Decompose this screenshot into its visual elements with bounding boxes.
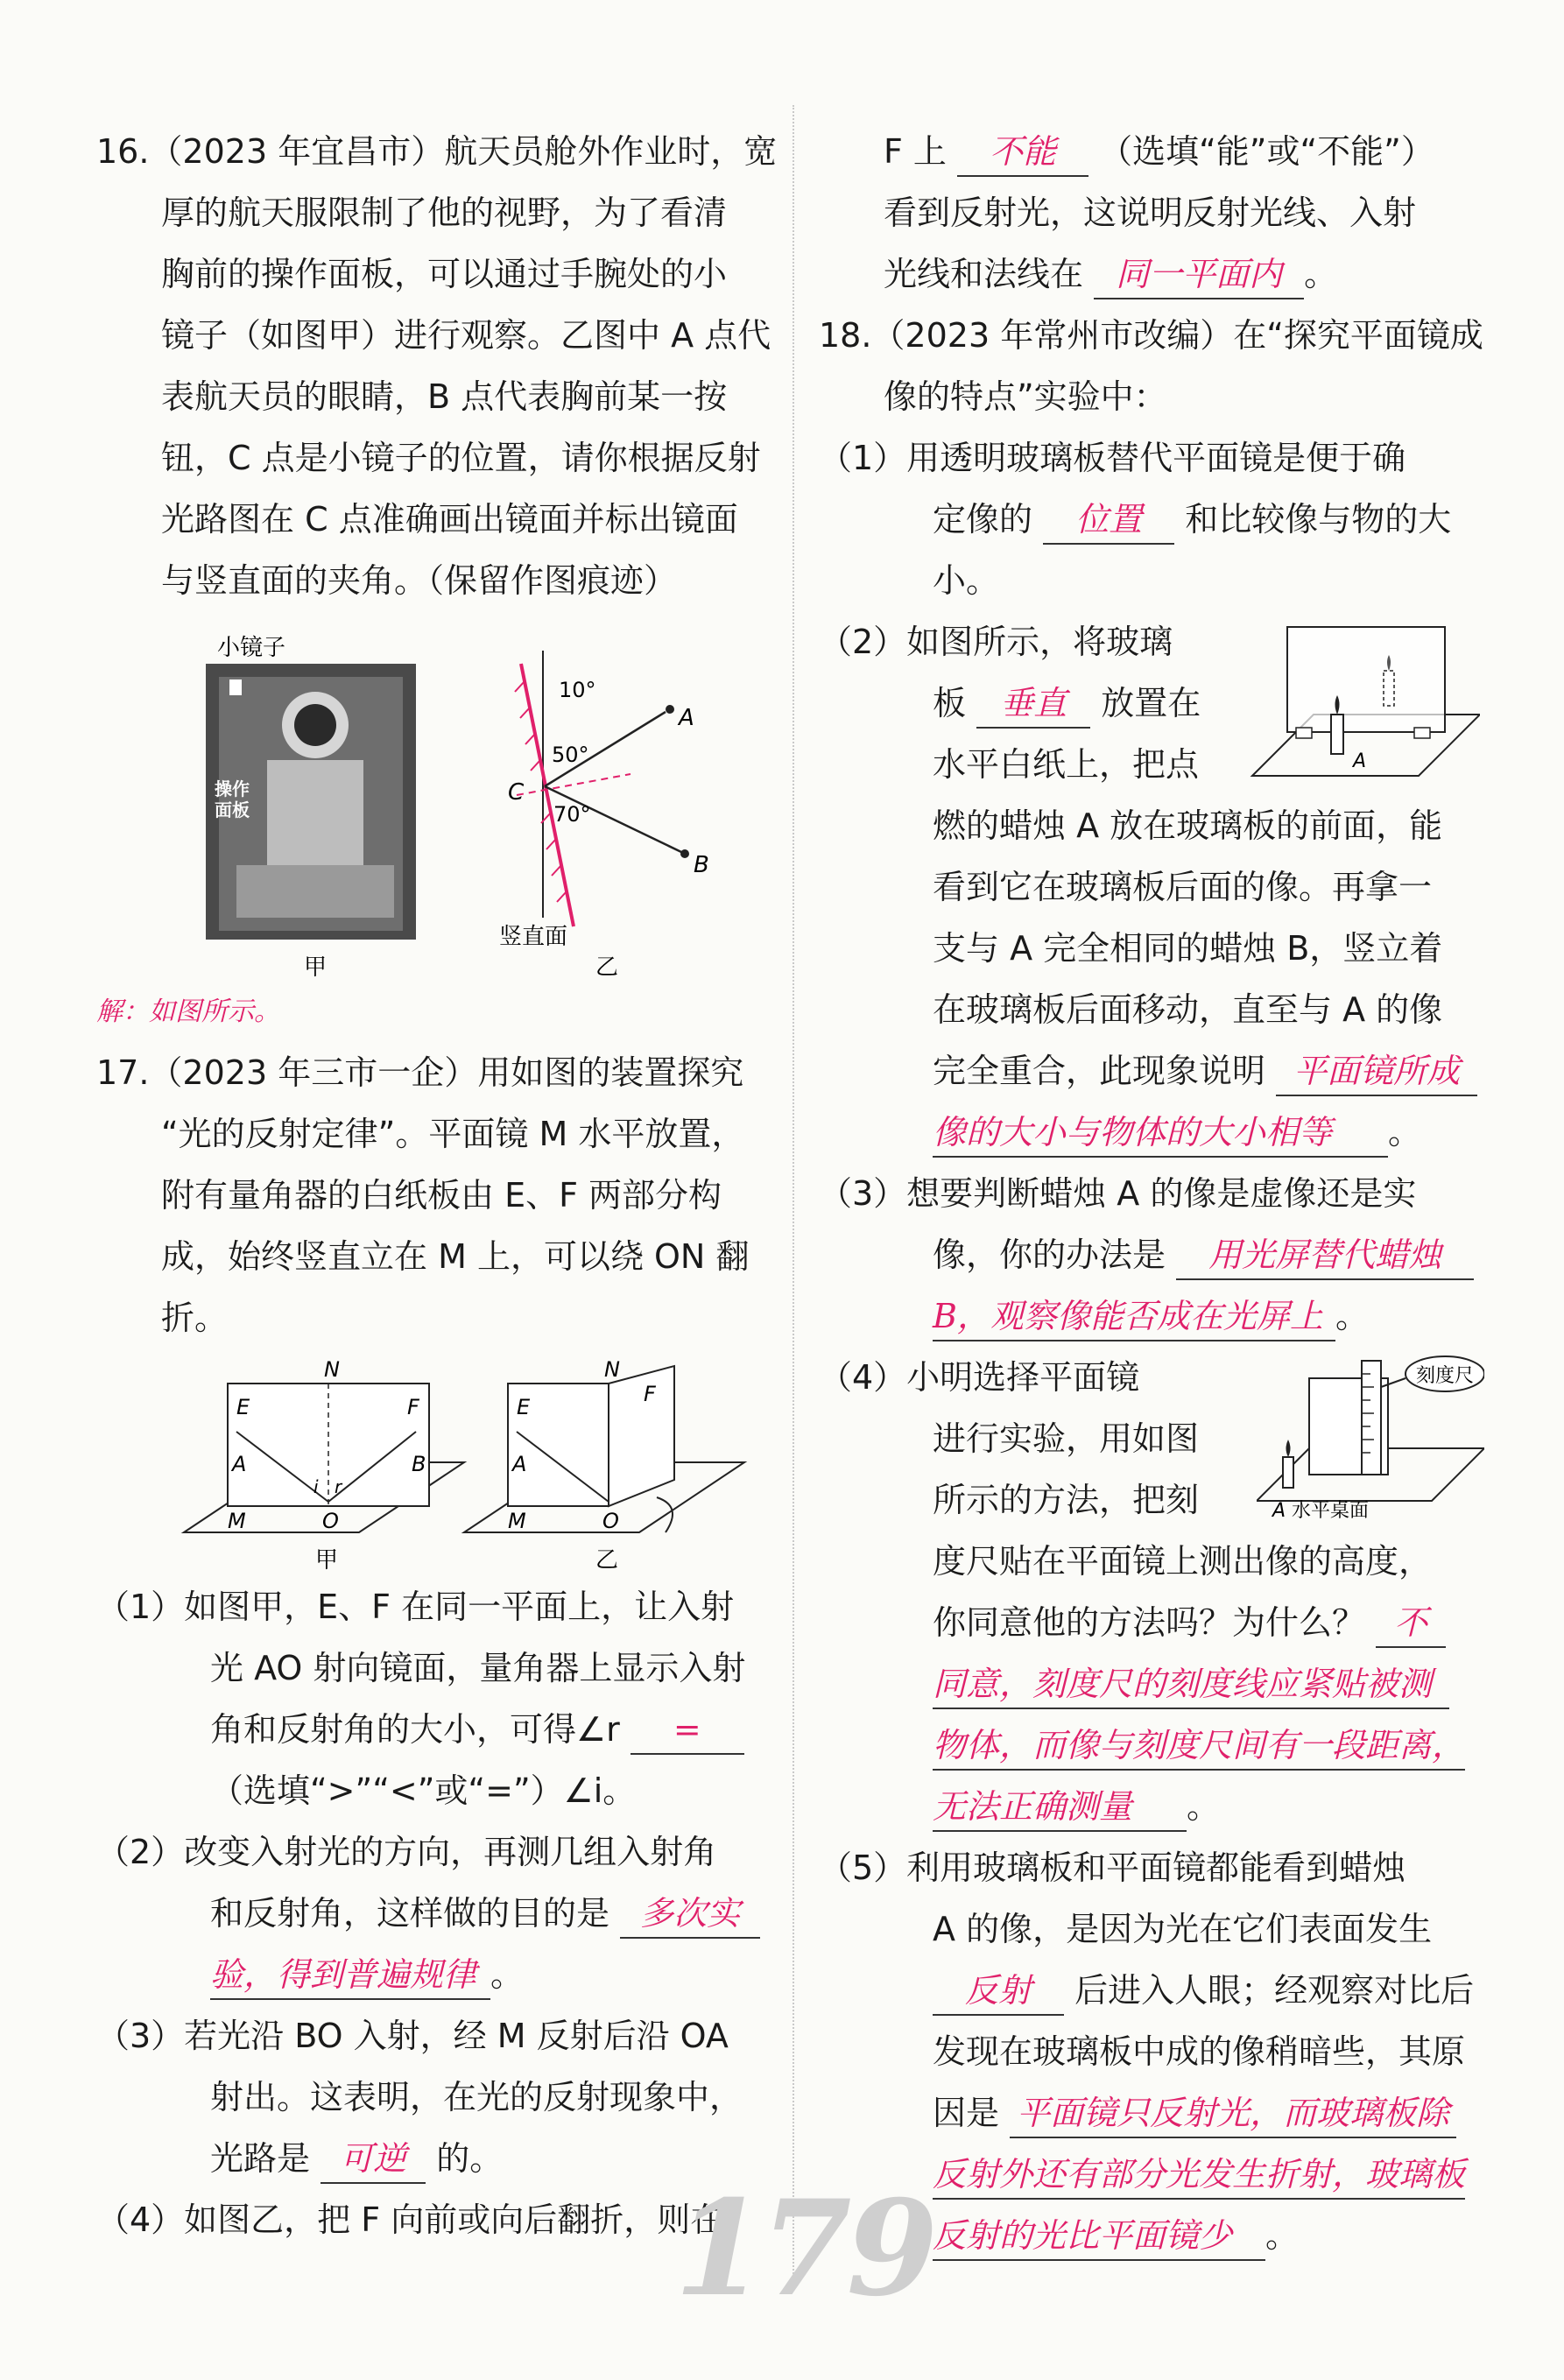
q16-figure bbox=[96, 611, 771, 988]
q18-line: 像的特点”实验中： bbox=[884, 377, 1167, 416]
question-17 bbox=[96, 1042, 771, 2250]
q18-p3-answer-1: 用光屏替代蜡烛 bbox=[1176, 1231, 1474, 1280]
q18-p5-end: 。 bbox=[1265, 2216, 1300, 2255]
caption-b: 乙 bbox=[595, 1547, 619, 1574]
candle-image bbox=[1384, 671, 1394, 706]
q18-p5-line bbox=[819, 1960, 1484, 2021]
q18-p5-line: （5）利用玻璃板和平面镜都能看到蜡烛 bbox=[819, 1848, 1406, 1887]
label-o-a: O bbox=[322, 1509, 339, 1533]
q18-p5-answer-2a: 平面镜只反射光，而玻璃板除 bbox=[1010, 2089, 1456, 2138]
q18-p2-text-b: 放置在 bbox=[1101, 684, 1201, 722]
q18-p4-line bbox=[819, 1653, 1484, 1715]
q17-p4-text: 光线和法线在 bbox=[884, 255, 1084, 293]
q18-p1-text-b: 和比较像与物的大 bbox=[1185, 500, 1452, 539]
angle-10: 10° bbox=[559, 678, 596, 702]
left-column bbox=[96, 121, 778, 2250]
q18-p2-line bbox=[819, 1040, 1484, 1102]
q18-p1-answer: 位置 bbox=[1043, 496, 1174, 545]
q17-line: 折。 bbox=[161, 1299, 229, 1337]
q17-p4-line: （4）如图乙，把 F 向前或向后翻折，则在 bbox=[96, 2200, 724, 2239]
label-e-a: E bbox=[236, 1395, 250, 1419]
label-o-b: O bbox=[602, 1509, 619, 1533]
q18-p1-text: 定像的 bbox=[933, 500, 1033, 539]
q18-p3-answer-2: B，观察像能否成在光屏上 bbox=[933, 1292, 1335, 1341]
q17-p4-line bbox=[819, 243, 1484, 305]
q18-p5-line bbox=[819, 2082, 1484, 2144]
q18-p2-answer-2b: 像的大小与物体的大小相等 bbox=[933, 1109, 1388, 1158]
q17-p2-end: 。 bbox=[490, 1955, 525, 1994]
q17-p1-line: （选填“>”“<”或“=”）∠i。 bbox=[210, 1771, 637, 1810]
q18-p4-line bbox=[819, 1776, 1484, 1837]
q17-p4-end: 。 bbox=[1304, 255, 1338, 293]
q17-p1-line bbox=[96, 1699, 771, 1760]
q18-p3-end: 。 bbox=[1335, 1297, 1370, 1335]
ruler-figure bbox=[1257, 1352, 1484, 1527]
stand-right bbox=[1414, 728, 1430, 738]
normal-line bbox=[517, 774, 631, 795]
q18-line: 18.（2023 年常州市改编）在“探究平面镜成 bbox=[819, 316, 1483, 355]
q18-p5-text: 因是 bbox=[933, 2094, 1000, 2132]
q17-p3-text: 光路是 bbox=[210, 2139, 311, 2178]
q18-p3-line bbox=[819, 1224, 1484, 1285]
right-column bbox=[819, 121, 1484, 2266]
candle-flame-4 bbox=[1286, 1440, 1291, 1457]
q17-p1-answer: = bbox=[631, 1706, 744, 1755]
board-f-folded bbox=[609, 1366, 674, 1506]
column-divider bbox=[793, 105, 794, 2277]
q17-p1-line: 光 AO 射向镜面，量角器上显示入射 bbox=[210, 1649, 746, 1687]
label-b: B bbox=[694, 852, 709, 878]
q18-p4-line: 进行实验，用如图 bbox=[933, 1419, 1200, 1458]
q18-p2-line bbox=[819, 1102, 1484, 1163]
q17-p2-answer-1: 多次实 bbox=[620, 1890, 760, 1939]
q18-p1-line: （1）用透明玻璃板替代平面镜是便于确 bbox=[819, 439, 1406, 477]
q17-p3-text-end: 的。 bbox=[436, 2139, 504, 2178]
table-label: 水平桌面 bbox=[1292, 1500, 1370, 1522]
figure-caption-a: 甲 bbox=[304, 954, 328, 981]
q17-line: 17.（2023 年三市一企）用如图的装置探究 bbox=[96, 1053, 744, 1092]
q17-p4-line: 看到反射光，这说明反射光线、入射 bbox=[884, 194, 1417, 232]
label-a-a: A bbox=[232, 1452, 247, 1476]
label-n-a: N bbox=[324, 1357, 340, 1382]
q16-line: 镜子（如图甲）进行观察。乙图中 A 点代 bbox=[161, 316, 771, 355]
q16-answer: 解：如图所示。 bbox=[96, 996, 280, 1027]
candle-a bbox=[1331, 715, 1343, 754]
q17-p4-text: F 上 bbox=[884, 132, 947, 171]
q18-p2-block bbox=[819, 611, 1484, 1163]
label-m-a: M bbox=[228, 1509, 246, 1533]
q18-p2-answer-1: 垂直 bbox=[976, 679, 1090, 729]
q17-p1-line: （1）如图甲，E、F 在同一平面上，让入射 bbox=[96, 1588, 735, 1626]
point-a bbox=[666, 705, 674, 714]
label-r: r bbox=[335, 1476, 342, 1497]
q18-p5-answer-2b: 反射外还有部分光发生折射，玻璃板 bbox=[933, 2151, 1465, 2200]
q16-figure-svg bbox=[96, 611, 771, 988]
q18-p4-line: 度尺贴在平面镜上测出像的高度， bbox=[933, 1542, 1433, 1581]
stand-left bbox=[1296, 728, 1312, 738]
candle-a-4 bbox=[1283, 1457, 1293, 1488]
figure-caption-b: 乙 bbox=[595, 954, 619, 981]
q17-line: 附有量角器的白纸板由 E、F 两部分构 bbox=[161, 1176, 722, 1215]
q16-line: 与竖直面的夹角。（保留作图痕迹） bbox=[161, 561, 678, 600]
q17-line: “光的反射定律”。平面镜 M 水平放置， bbox=[161, 1115, 745, 1153]
q18-p2-line: 燃的蜡烛 A 放在玻璃板的前面，能 bbox=[933, 806, 1443, 845]
question-18 bbox=[819, 305, 1484, 2266]
q18-p3-line: （3）想要判断蜡烛 A 的像是虚像还是实 bbox=[819, 1174, 1417, 1213]
astronaut-visor bbox=[294, 704, 336, 746]
q18-p2-line: 在玻璃板后面移动，直至与 A 的像 bbox=[933, 990, 1443, 1029]
label-b-a: B bbox=[412, 1452, 426, 1476]
astronaut-suit bbox=[267, 760, 363, 865]
astronaut-base bbox=[236, 865, 394, 918]
label-c: C bbox=[508, 779, 525, 806]
q18-p2-line: 看到它在玻璃板后面的像。再拿一 bbox=[933, 868, 1433, 906]
mirror-line bbox=[521, 664, 574, 926]
q17-p4-text-b: （选填“能”或“不能”） bbox=[1099, 132, 1434, 171]
q16-line: 16.（2023 年宜昌市）航天员舱外作业时，宽 bbox=[96, 132, 778, 171]
q18-p4-answer-4: 无法正确测量 bbox=[933, 1783, 1187, 1832]
ruler bbox=[1362, 1361, 1381, 1475]
q18-p5-answer-1: 反射 bbox=[933, 1967, 1064, 2016]
q17-p2-line bbox=[96, 1944, 771, 2005]
q16-line: 厚的航天服限制了他的视野，为了看清 bbox=[161, 194, 728, 232]
q18-p5-line: A 的像，是因为光在它们表面发生 bbox=[933, 1910, 1433, 1948]
q18-p1-line bbox=[819, 489, 1484, 550]
q18-p2-end: 。 bbox=[1388, 1113, 1422, 1151]
label-a: A bbox=[679, 705, 694, 731]
q17-p3-answer: 可逆 bbox=[321, 2135, 426, 2184]
q18-p4-line: （4）小明选择平面镜 bbox=[819, 1358, 1140, 1397]
q18-p4-answer-2: 同意，刻度尺的刻度线应紧贴被测 bbox=[933, 1660, 1449, 1709]
candle-label-4: A bbox=[1272, 1500, 1286, 1522]
q18-p4-text: 你同意他的方法吗？为什么？ bbox=[933, 1603, 1366, 1642]
ruler-label: 刻度尺 bbox=[1416, 1365, 1475, 1387]
label-n-b: N bbox=[604, 1357, 620, 1382]
label-f-a: F bbox=[407, 1395, 419, 1419]
q17-p2-line: （2）改变入射光的方向，再测几组入射角 bbox=[96, 1833, 717, 1871]
q18-p1-line: 小。 bbox=[933, 561, 1000, 600]
q18-p4-line: 所示的方法，把刻 bbox=[933, 1481, 1200, 1519]
q18-p3-text: 像，你的办法是 bbox=[933, 1236, 1166, 1274]
q16-line: 胸前的操作面板，可以通过手腕处的小 bbox=[161, 255, 728, 293]
q18-p5-text-b: 后进入人眼；经观察对比后 bbox=[1074, 1971, 1475, 2010]
q18-p4-line bbox=[819, 1592, 1484, 1653]
q16-line: 光路图在 C 点准确画出镜面并标出镜面 bbox=[161, 500, 738, 539]
angle-70: 70° bbox=[553, 802, 591, 827]
q17-p4-answer-1: 不能 bbox=[957, 128, 1088, 177]
q17-p4-answer-2: 同一平面内 bbox=[1094, 250, 1304, 299]
vertical-label: 竖直面 bbox=[499, 924, 568, 950]
angle-50: 50° bbox=[552, 743, 589, 767]
q17-p2-answer-2: 验，得到普遍规律 bbox=[210, 1951, 490, 2000]
q17-p3-line: （3）若光沿 BO 入射，经 M 反射后沿 OA bbox=[96, 2017, 729, 2055]
candle-label: A bbox=[1353, 750, 1367, 772]
q18-p2-text: 完全重合，此现象说明 bbox=[933, 1052, 1266, 1090]
q18-p2-answer-2a: 平面镜所成 bbox=[1276, 1047, 1477, 1096]
label-i: i bbox=[314, 1476, 319, 1497]
label-m-b: M bbox=[508, 1509, 526, 1533]
q17-line: 成，始终竖直立在 M 上，可以绕 ON 翻 bbox=[161, 1237, 750, 1276]
q18-p2-line: 水平白纸上，把点 bbox=[933, 745, 1200, 784]
glass-plate bbox=[1287, 627, 1445, 732]
q18-p5-answer-2c: 反射的光比平面镜少 bbox=[933, 2212, 1265, 2261]
label-a-b: A bbox=[512, 1452, 527, 1476]
q18-p4-answer-3: 物体，而像与刻度尺间有一段距离， bbox=[933, 1722, 1465, 1771]
q18-p4-answer-1: 不 bbox=[1376, 1599, 1446, 1648]
q17-p2-text: 和反射角，这样做的目的是 bbox=[210, 1894, 610, 1933]
q16-line: 钮，C 点是小镜子的位置，请你根据反射 bbox=[161, 439, 761, 477]
panel-label: 操作面板 bbox=[215, 778, 250, 820]
q16-line: 表航天员的眼睛，B 点代表胸前某一按 bbox=[161, 377, 728, 416]
q18-p4-end: 。 bbox=[1187, 1787, 1221, 1826]
page-number: 179 bbox=[674, 2172, 933, 2326]
glass-plate-figure bbox=[1243, 618, 1480, 793]
q18-p3-line bbox=[819, 1285, 1484, 1347]
q17-p4-line bbox=[819, 121, 1484, 182]
question-16 bbox=[96, 121, 778, 1037]
q17-p3-line bbox=[96, 2128, 771, 2189]
q18-p4-line bbox=[819, 1715, 1484, 1776]
small-mirror-label: 小镜子 bbox=[217, 635, 286, 661]
point-b bbox=[680, 849, 689, 858]
q17-figure bbox=[96, 1348, 771, 1576]
q18-p4-block bbox=[819, 1347, 1484, 1837]
q17-p1-text: 角和反射角的大小，可得∠r bbox=[210, 1710, 620, 1749]
q17-p2-line bbox=[96, 1883, 771, 1944]
caption-a: 甲 bbox=[315, 1547, 339, 1574]
q18-p2-text: 板 bbox=[933, 684, 967, 722]
q18-p5-line: 发现在玻璃板中成的像稍暗些，其原 bbox=[933, 2032, 1466, 2071]
q17-figure-svg bbox=[96, 1348, 771, 1576]
small-mirror bbox=[229, 679, 242, 695]
q18-p2-line: （2）如图所示，将玻璃 bbox=[819, 623, 1173, 661]
q17-p3-line: 射出。这表明，在光的反射现象中， bbox=[210, 2078, 743, 2116]
q17-p4-continued bbox=[819, 121, 1484, 305]
label-f-b: F bbox=[644, 1382, 656, 1406]
label-e-b: E bbox=[517, 1395, 531, 1419]
q18-p2-line: 支与 A 完全相同的蜡烛 B，竖立着 bbox=[933, 929, 1443, 968]
